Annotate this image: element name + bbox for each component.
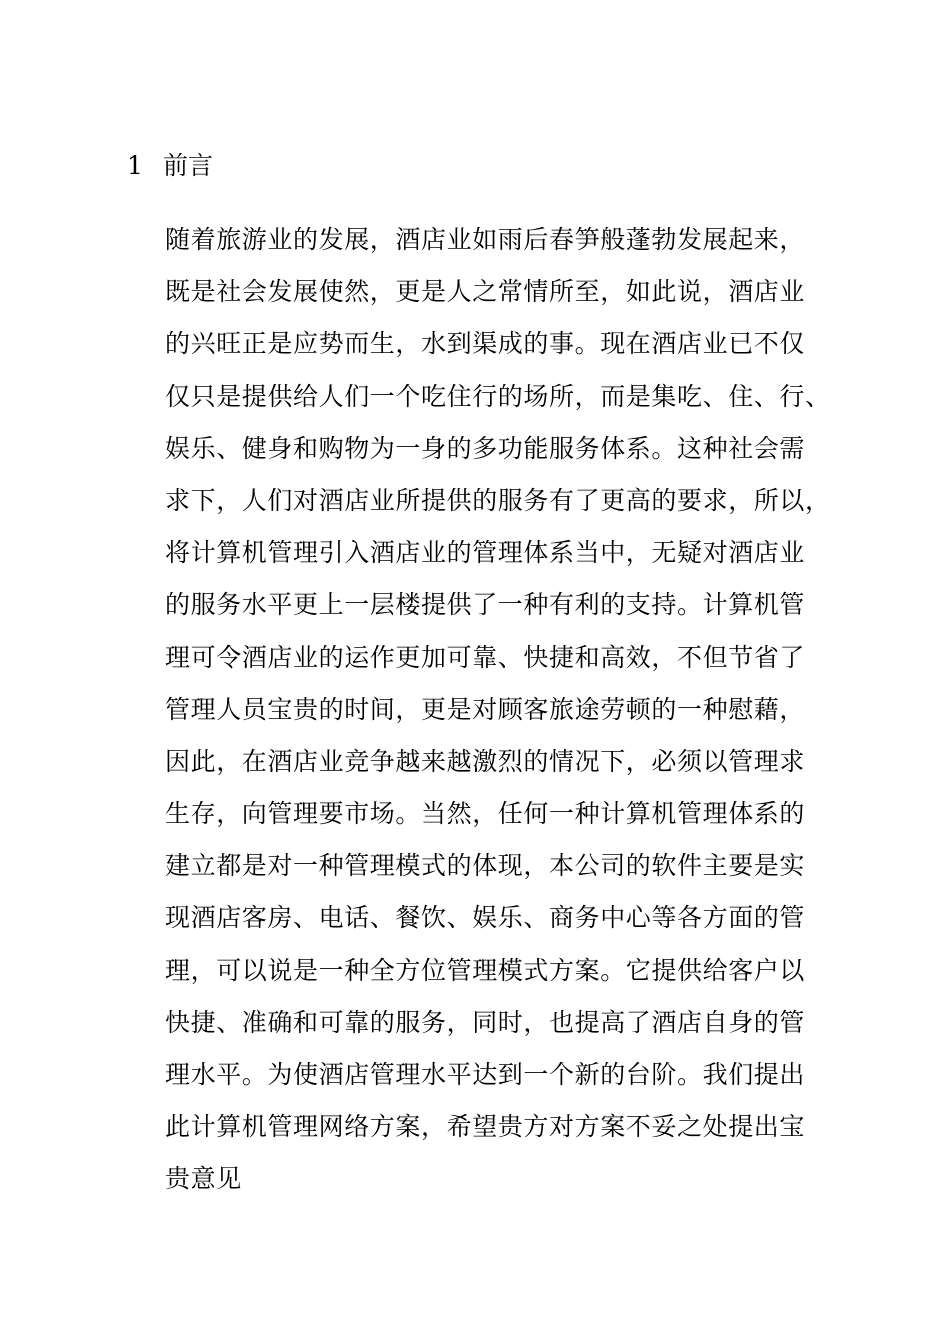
paragraph-line: 将计算机管理引入酒店业的管理体系当中，无疑对酒店业: [165, 538, 806, 568]
preface-paragraph: [165, 218, 950, 1210]
section-title: 前言: [163, 151, 214, 180]
paragraph-line: 既是社会发展使然，更是人之常情所至，如此说，酒店业: [165, 277, 806, 307]
paragraph-line: 生存，向管理要市场。当然，任何一种计算机管理体系的: [165, 799, 806, 829]
paragraph-line: 建立都是对一种管理模式的体现，本公司的软件主要是实: [165, 851, 806, 881]
paragraph-line: 因此，在酒店业竞争越来越激烈的情况下，必须以管理求: [165, 746, 806, 776]
paragraph-line: 求下，人们对酒店业所提供的服务有了更高的要求，所以，: [165, 485, 831, 515]
paragraph-line: 的兴旺正是应势而生，水到渠成的事。现在酒店业已不仅: [165, 329, 806, 359]
section-heading: [127, 146, 213, 186]
paragraph-line: 娱乐、健身和购物为一身的多功能服务体系。这种社会需: [165, 433, 806, 463]
section-number: 1: [127, 151, 143, 180]
paragraph-line: 管理人员宝贵的时间，更是对顾客旅途劳顿的一种慰藉，: [165, 694, 806, 724]
paragraph-line: 理可令酒店业的运作更加可靠、快捷和高效，不但节省了: [165, 642, 806, 672]
paragraph-line: 仅只是提供给人们一个吃住行的场所，而是集吃、住、行、: [165, 381, 831, 411]
paragraph-line: 快捷、准确和可靠的服务，同时，也提高了酒店自身的管: [165, 1007, 806, 1037]
paragraph-line: 理水平。为使酒店管理水平达到一个新的台阶。我们提出: [165, 1060, 806, 1089]
paragraph-line: 随着旅游业的发展，酒店业如雨后春笋般蓬勃发展起来，: [165, 225, 806, 254]
paragraph-line: 现酒店客房、电话、餐饮、娱乐、商务中心等各方面的管: [165, 903, 806, 933]
paragraph-line: 此计算机管理网络方案，希望贵方对方案不妥之处提出宝: [165, 1112, 806, 1142]
paragraph-line: 的服务水平更上一层楼提供了一种有利的支持。计算机管: [165, 590, 806, 620]
paragraph-line: 贵意见: [165, 1164, 242, 1194]
paragraph-line: 理，可以说是一种全方位管理模式方案。它提供给客户以: [165, 955, 806, 985]
